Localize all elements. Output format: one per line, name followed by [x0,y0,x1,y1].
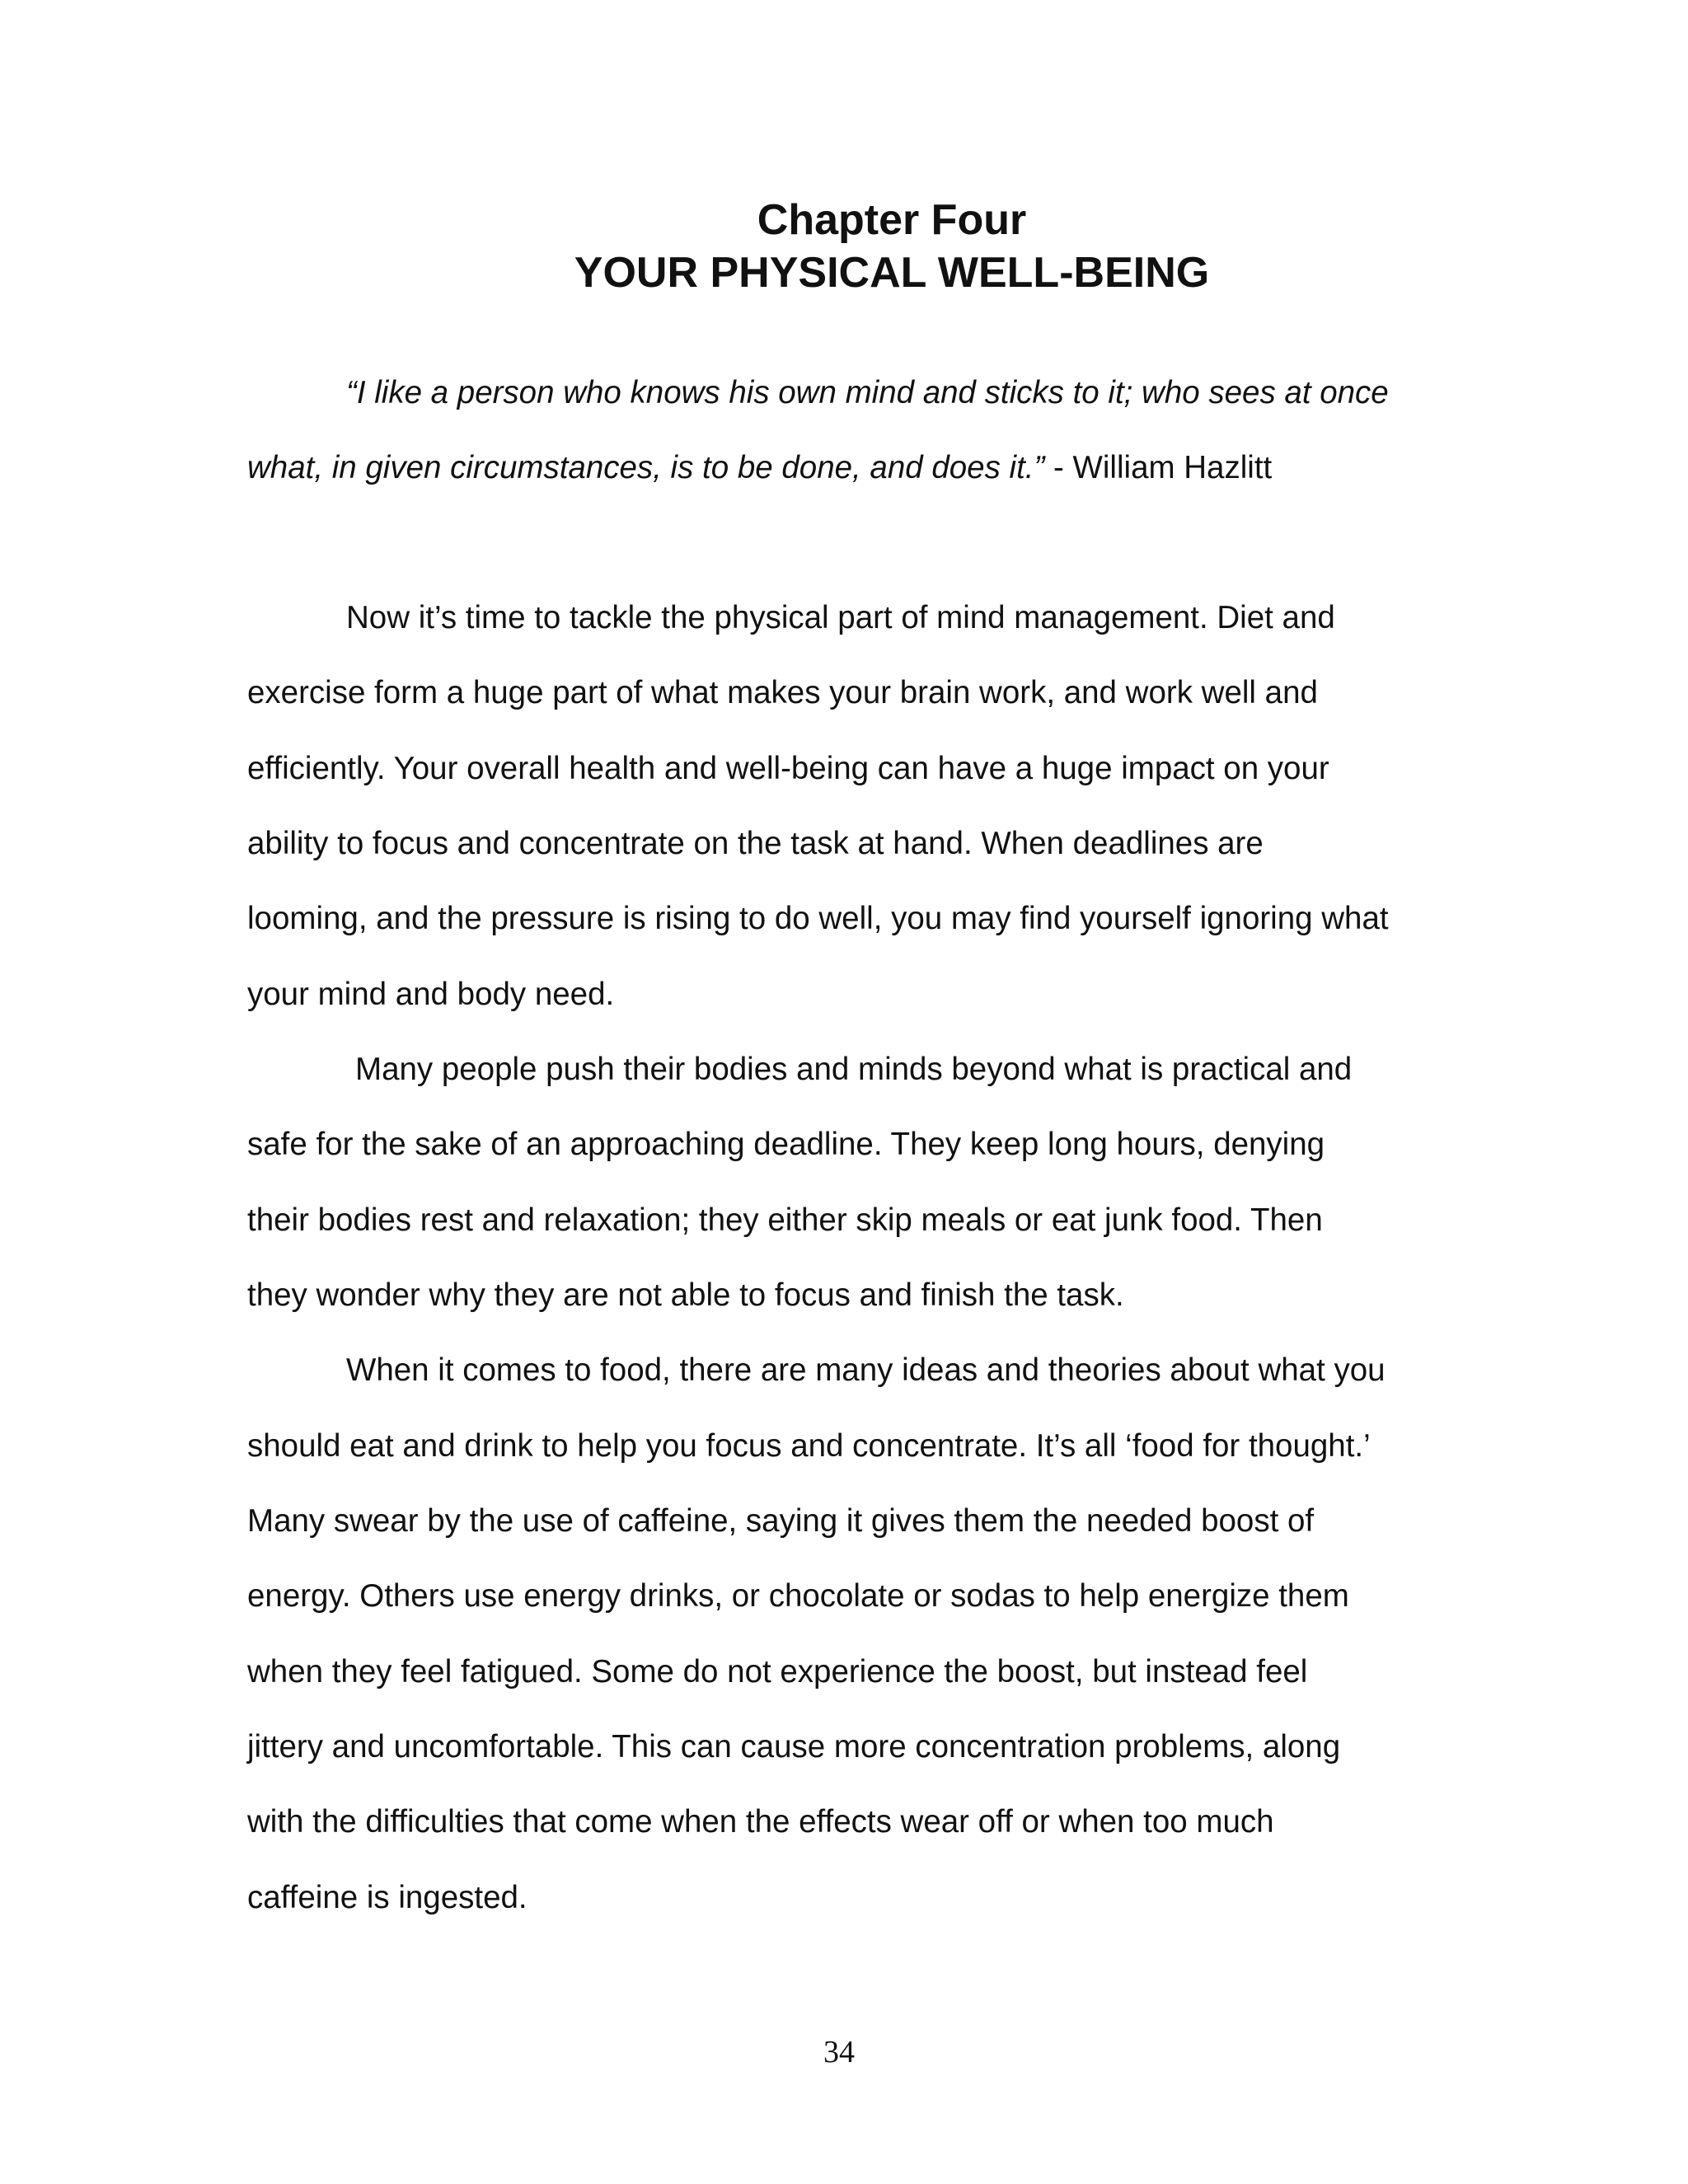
paragraph-3-line-4: energy. Others use energy drinks, or chocolate or sodas to help energize them [247,1578,1349,1614]
chapter-number: Chapter Four [757,196,1027,244]
paragraph-3-line-3: Many swear by the use of caffeine, saying it gives them the needed boost of [247,1503,1315,1539]
paragraph-1-line-6: your mind and body need. [247,977,615,1012]
epigraph-line-2 [247,443,1272,493]
paragraph-2-line-2: safe for the sake of an approaching deadline. They keep long hours, denying [247,1127,1325,1162]
paragraph-1-line-5: looming, and the pressure is rising to do well, you may find yourself ignoring what [247,901,1389,936]
paragraph-2-line-4: they wonder why they are not able to focus and finish the task. [247,1277,1124,1313]
paragraph-3-line-7: with the difficulties that come when the effects wear off or when too much [247,1804,1274,1840]
paragraph-3-line-8: caffeine is ingested. [247,1880,528,1915]
paragraph-3-line-6: jittery and uncomfortable. This can cause more concentration problems, along [247,1729,1341,1765]
paragraph-1-line-3: efficiently. Your overall health and well-being can have a huge impact on your [247,751,1329,786]
paragraph-1-line-2: exercise form a huge part of what makes your brain work, and work well and [247,675,1318,710]
epigraph-attribution: - William Hazlitt [1044,450,1273,485]
paragraph-2-line-3: their bodies rest and relaxation; they either skip meals or eat junk food. Then [247,1202,1323,1238]
paragraph-3-line-1: When it comes to food, there are many ideas and theories about what you [346,1352,1386,1388]
paragraph-1-line-1: Now it’s time to tackle the physical part of mind management. Diet and [346,600,1335,635]
paragraph-3-line-2: should eat and drink to help you focus and concentrate. It’s all ‘food for thought.’ [247,1428,1371,1464]
paragraph-3-line-5: when they feel fatigued. Some do not experience the boost, but instead feel [247,1654,1308,1690]
paragraph-1-line-4: ability to focus and concentrate on the task at hand. When deadlines are [247,826,1264,861]
page-number: 34 [823,2035,855,2069]
epigraph-quote-end: what, in given circumstances, is to be done, and does it.” [247,450,1045,485]
chapter-heading [0,194,1688,299]
paragraph-2-line-1: Many people push their bodies and minds beyond what is practical and [355,1052,1353,1087]
epigraph-line-1: “I like a person who knows his own mind and sticks to it; who sees at once [346,375,1389,410]
chapter-title: YOUR PHYSICAL WELL-BEING [574,249,1210,297]
